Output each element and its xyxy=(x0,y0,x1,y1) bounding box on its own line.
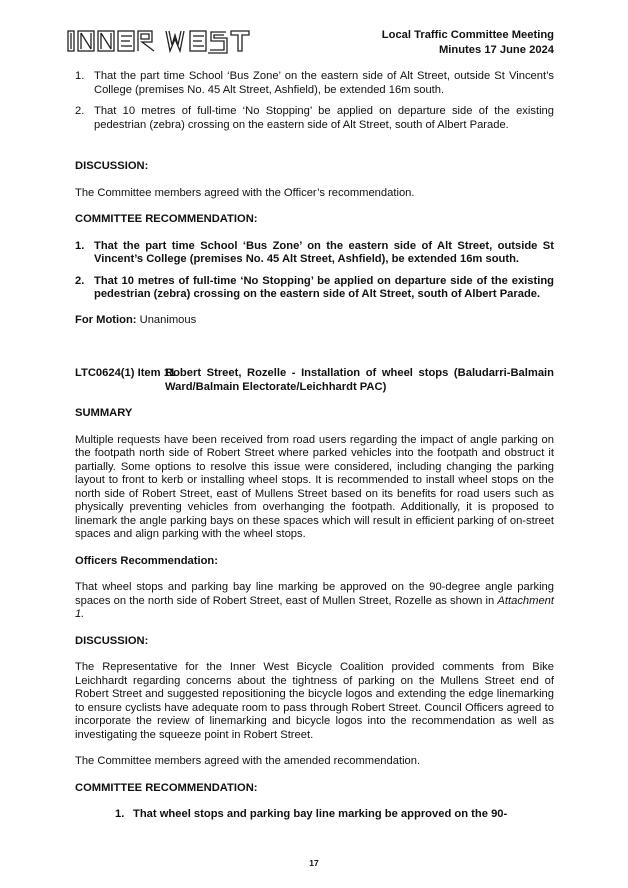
item-code: LTC0624(1) Item 11 xyxy=(75,367,176,379)
list-item: 2. That 10 metres of full-time ‘No Stopping’ be applied on departure side of the existing pedestrian (zebra) crossing on the eastern side of Alt Street, south of Albert Parade. xyxy=(75,274,554,300)
item-title xyxy=(75,367,554,394)
meeting-header xyxy=(382,28,554,57)
summary-text: Multiple requests have been received from road users regarding the impact of angle parking on the footpath north side of Robert Street where parked vehicles into the footpath and obstruct it partially. Some options to resolve this issue were considered, including changing the parking layout to front to kerb or installing wheel stops. It is recommended to install wheel stops on the north side of Robert Street, east of Mullens Street based on its benefits for road users such as physically preventing vehicles from overhanging the footpath. Additionally, it is proposed to linemark the angle parking bays on these spaces which will result in efficient parking of on-street spaces and align parking with the wheel stops. xyxy=(75,433,554,540)
minutes-content xyxy=(75,70,554,822)
for-motion-label: For Motion: xyxy=(75,313,137,326)
meeting-date: Minutes 17 June 2024 xyxy=(438,43,554,56)
discussion-text: The Committee members agreed with the Officer’s recommendation. xyxy=(75,186,415,199)
inner-west-logo xyxy=(66,27,276,55)
discussion-text-2: The Committee members agreed with the amended recommendation. xyxy=(75,755,421,767)
committee-recommendation-list xyxy=(75,808,554,822)
officers-recommendation-heading: Officers Recommendation: xyxy=(75,554,218,567)
for-motion-value: Unanimous xyxy=(139,313,197,326)
for-motion xyxy=(75,314,554,328)
page-number: 17 xyxy=(309,858,319,868)
list-item: 1. That the part time School ‘Bus Zone’ on the eastern side of Alt Street, outside St Vincent’s College (premises No. 45 Alt Street, Ashfield), be extended 16m south. xyxy=(75,70,554,96)
officer-recommendation-list xyxy=(75,70,554,132)
committee-recommendation-list xyxy=(75,240,554,302)
discussion-heading: DISCUSSION: xyxy=(75,160,149,172)
officers-recommendation-text: That wheel stops and parking bay line marking be approved on the 90-degree angle parking spaces on the north side of Robert Street, east of Mullen Street, Rozelle as shown in Attachment 1. xyxy=(75,581,555,620)
list-item: 1. That the part time School ‘Bus Zone’ on the eastern side of Alt Street, outside St Vincent’s College (premises No. 45 Alt Street, Ashfield), be extended 16m south. xyxy=(75,239,554,265)
meeting-title: Local Traffic Committee Meeting xyxy=(381,29,554,41)
item-title-text: Robert Street, Rozelle - Installation of wheel stops (Baludarri-Balmain Ward/Balmain Electorate/Leichhardt PAC) xyxy=(165,367,554,393)
committee-recommendation-heading: COMMITTEE RECOMMENDATION: xyxy=(75,781,258,794)
discussion-heading: DISCUSSION: xyxy=(75,634,149,647)
list-item: 1. That wheel stops and parking bay line marking be approved on the 90- xyxy=(115,808,508,820)
attachment-reference: Attachment 1. xyxy=(75,594,555,620)
discussion-text: The Representative for the Inner West Bicycle Coalition provided comments from Bike Leichhardt regarding concerns about the tightness of parking on the Mullens Street end of Robert Street and suggested repositioning the bicycle logos and extending the edge linemarking to ensure cyclists have adequate room to pass through Robert Street. Council Officers agreed to incorporate the review of linemarking and bicycle logos into the recommendation as well as investigating the squeeze point in Robert Street. xyxy=(75,661,554,741)
list-item: 2. That 10 metres of full-time ‘No Stopping’ be applied on departure side of the existing pedestrian (zebra) crossing on the eastern side of Alt Street, south of Albert Parade. xyxy=(75,105,554,131)
committee-recommendation-heading: COMMITTEE RECOMMENDATION: xyxy=(75,213,258,225)
summary-heading: SUMMARY xyxy=(75,407,133,419)
